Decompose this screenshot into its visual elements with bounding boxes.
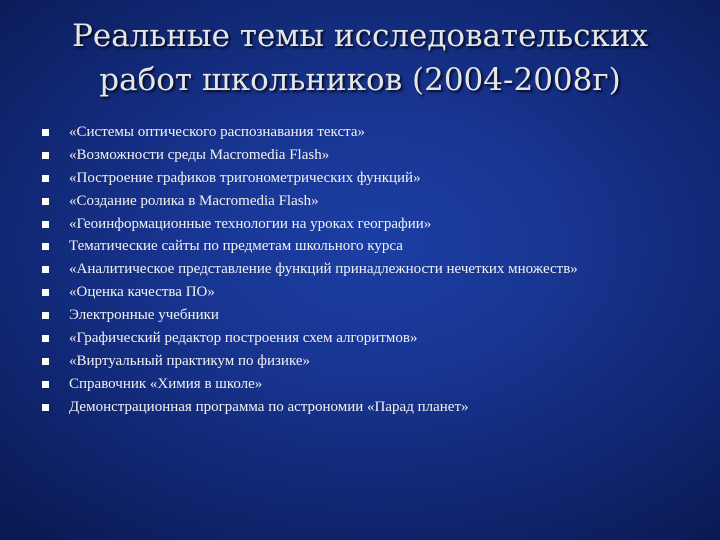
list-item: [42, 399, 682, 416]
list-item-text: Справочник «Химия в школе»: [69, 375, 263, 392]
square-bullet-icon: [42, 335, 49, 342]
list-item: [42, 238, 682, 255]
topic-list: [42, 124, 682, 422]
list-item: [42, 147, 682, 164]
list-item: [42, 307, 682, 324]
list-item-text: «Системы оптического распознавания текста»: [69, 124, 366, 140]
square-bullet-icon: [42, 381, 49, 388]
square-bullet-icon: [42, 312, 49, 319]
list-item: [42, 261, 682, 278]
list-item-text: «Геоинформационные технологии на уроках географии»: [69, 215, 432, 232]
list-item-text: «Виртуальный практикум по физике»: [69, 352, 311, 369]
list-item-text: «Графический редактор построения схем алгоритмов»: [69, 330, 418, 347]
list-item: [42, 124, 682, 141]
list-item-text: Электронные учебники: [69, 307, 219, 324]
square-bullet-icon: [42, 358, 49, 365]
list-item: [42, 330, 682, 347]
square-bullet-icon: [42, 266, 49, 273]
square-bullet-icon: [42, 221, 49, 228]
square-bullet-icon: [42, 175, 49, 182]
square-bullet-icon: [42, 129, 49, 136]
list-item-text: Тематические сайты по предметам школьного курса: [69, 238, 403, 255]
list-item: [42, 353, 682, 370]
list-item: [42, 216, 682, 233]
square-bullet-icon: [42, 289, 49, 296]
list-item-text: «Создание ролика в Macromedia Flash»: [69, 192, 319, 209]
list-item: [42, 376, 682, 393]
list-item-text: «Построение графиков тригонометрических функций»: [69, 169, 421, 186]
square-bullet-icon: [42, 152, 49, 159]
slide-title: [30, 14, 690, 102]
list-item: [42, 284, 682, 301]
list-item: [42, 170, 682, 187]
list-item-text: Демонстрационная программа по астрономии «Парад планет»: [69, 398, 469, 415]
title-line-1: Реальные темы исследовательских: [72, 18, 648, 54]
title-line-2: работ школьников (2004-2008г): [99, 62, 621, 98]
list-item-text: «Аналитическое представление функций принадлежности нечетких множеств»: [69, 261, 578, 278]
list-item: [42, 193, 682, 210]
square-bullet-icon: [42, 243, 49, 250]
square-bullet-icon: [42, 198, 49, 205]
square-bullet-icon: [42, 404, 49, 411]
list-item-text: «Возможности среды Macromedia Flash»: [69, 146, 330, 163]
list-item-text: «Оценка качества ПО»: [69, 284, 215, 301]
